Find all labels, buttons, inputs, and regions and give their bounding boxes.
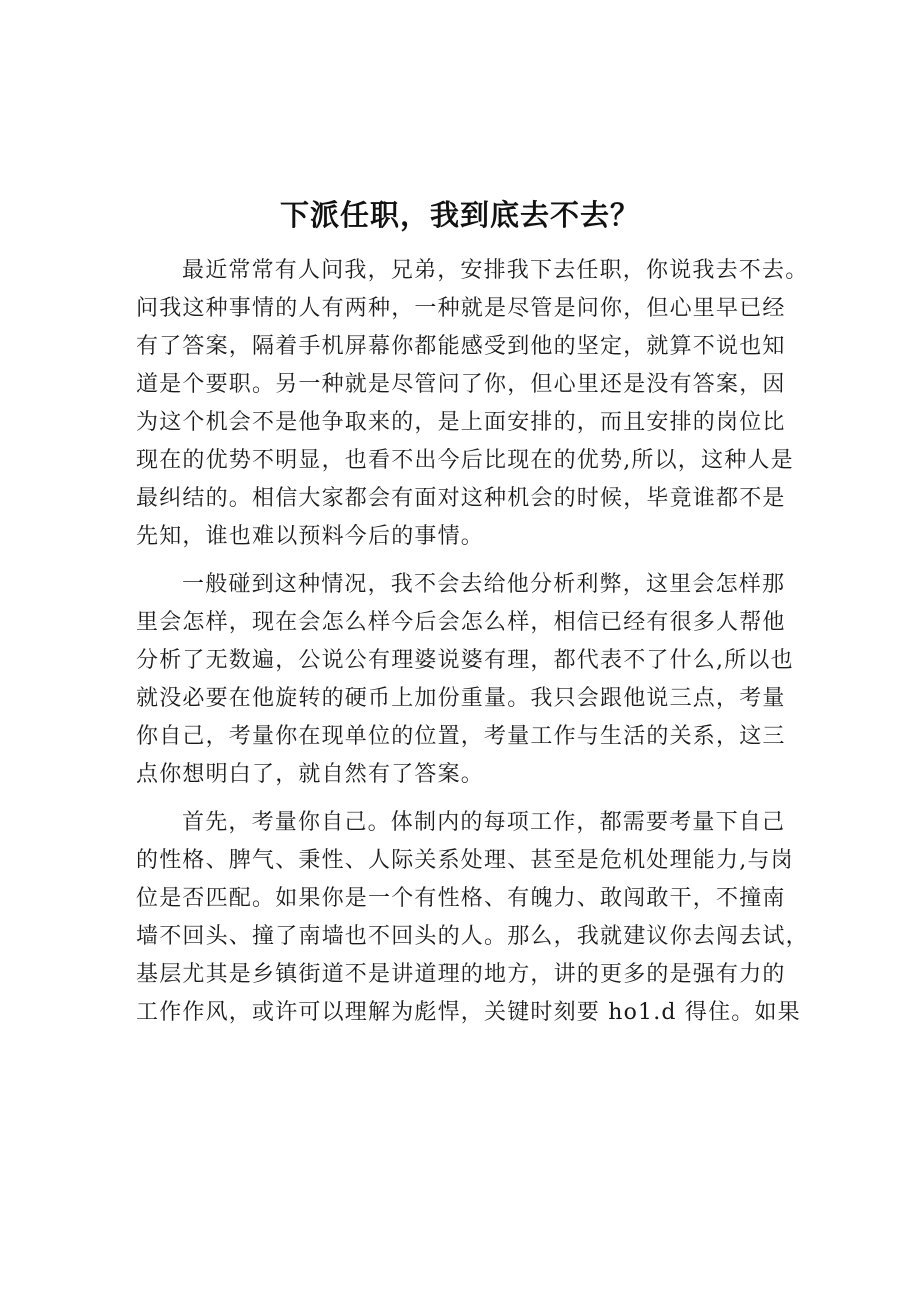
text-line: 最纠结的。相信大家都会有面对这种机会的时候，毕竟谁都不是 (136, 486, 786, 511)
text-line: 工作作风，或许可以理解为彪悍，关键时刻要 ho1.d 得住。如果 (136, 1000, 801, 1025)
paragraph-3 (136, 804, 809, 1032)
paragraph-1 (136, 252, 809, 556)
text-line: 现在的优势不明显，也看不出今后比现在的优势,所以，这种人是 (136, 448, 794, 473)
text-line: 最近常常有人问我，兄弟，安排我下去任职，你说我去不去。 (182, 258, 809, 283)
text-line: 就没必要在他旋转的硬币上加份重量。我只会跟他说三点，考量 (136, 686, 786, 711)
text-line: 点你想明白了，就自然有了答案。 (136, 762, 485, 787)
text-line: 问我这种事情的人有两种，一种就是尽管是问你，但心里早已经 (136, 296, 786, 321)
text-line: 道是个要职。另一种就是尽管问了你，但心里还是没有答案，因 (136, 372, 786, 397)
text-line: 位是否匹配。如果你是一个有性格、有魄力、敢闯敢干，不撞南 (136, 886, 786, 911)
text-line: 你自己，考量你在现单位的位置，考量工作与生活的关系，这三 (136, 724, 786, 749)
text-line: 分析了无数遍，公说公有理婆说婆有理，都代表不了什么,所以也 (136, 648, 794, 673)
document-title: 下派任职，我到底去不去？ (279, 198, 640, 232)
text-line: 基层尤其是乡镇街道不是讲道理的地方，讲的更多的是强有力的 (136, 962, 786, 987)
text-line: 先知，谁也难以预料今后的事情。 (136, 524, 485, 549)
text-line: 首先，考量你自己。体制内的每项工作，都需要考量下自己 (182, 810, 786, 835)
text-line: 为这个机会不是他争取来的，是上面安排的，而且安排的岗位比 (136, 410, 786, 435)
text-line: 一般碰到这种情况，我不会去给他分析利弊，这里会怎样那 (182, 572, 786, 597)
text-line: 里会怎样，现在会怎么样今后会怎么样，相信已经有很多人帮他 (136, 610, 786, 635)
paragraph-2 (136, 566, 800, 794)
text-line: 墙不回头、撞了南墙也不回头的人。那么，我就建议你去闯去试， (136, 924, 809, 949)
text-line: 有了答案，隔着手机屏幕你都能感受到他的坚定，就算不说也知 (136, 334, 786, 359)
text-line: 的性格、脾气、秉性、人际关系处理、甚至是危机处理能力,与岗 (136, 848, 794, 873)
document-body (136, 252, 809, 1042)
